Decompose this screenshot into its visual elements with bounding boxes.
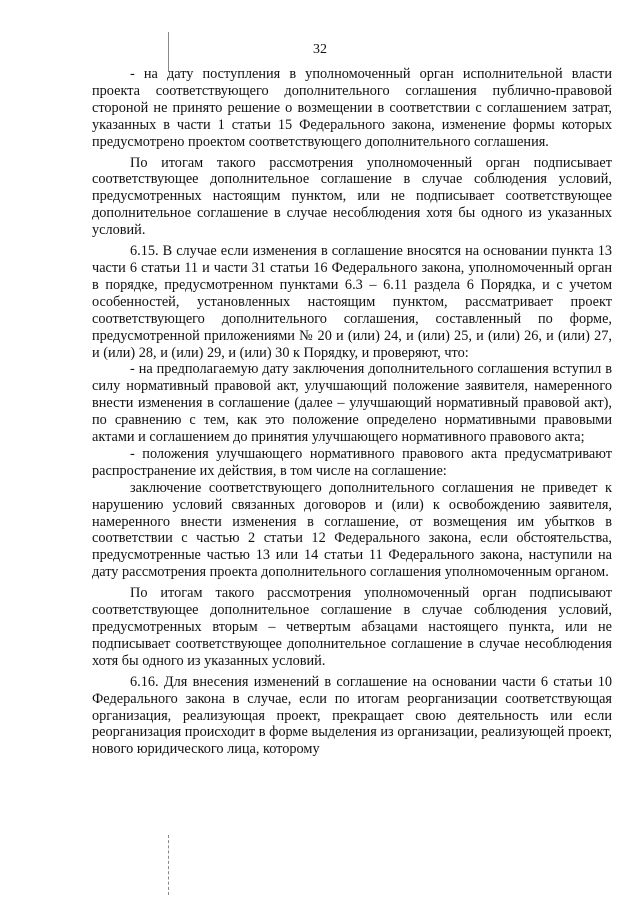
paragraph-clause-6-15: 6.15. В случае если изменения в соглашение вносятся на основании пункта 13 части 6 статьи 11 и части 31 статьи 16 Федерального закона, уполномоченный орган в порядке, предусмотренном пунктами 6.3 – 6.11 раздела 6 Порядка, и с учетом особенностей, установленных настоящим пунктом, рассматривает проект соответствующего дополнительного соглашения, составленный по форме, предусмотренной приложениями № 20 и (или) 24, и (или) 25, и (или) 26, и (или) 27, и (или) 28, и (или) 29, и (или) 30 к Порядку, и проверяют, что: <box>92 243 612 361</box>
paragraph-review-result-2: По итогам такого рассмотрения уполномоченный орган подписывают соответствующее дополнительное соглашение в случае соблюдения условий, предусмотренных вторым – четвертым абзацами настоящего пункта, или не подписывает соответствующее дополнительное соглашение в случае несоблюдения хотя бы одного из указанных условий. <box>92 585 612 669</box>
scan-artifact-line-bottom <box>168 835 169 895</box>
page-number: 32 <box>313 42 327 57</box>
paragraph-clause-6-16: 6.16. Для внесения изменений в соглашение на основании части 6 статьи 10 Федерального закона в случае, если по итогам реорганизации соответствующая организация, реализующая проект, прекращает свою деятельность или если реорганизация происходит в форме выделения из организации, реализующей проект, нового юридического лица, которому <box>92 673 612 758</box>
paragraph-review-result-1: По итогам такого рассмотрения уполномоченный орган подписывает соответствующее дополнительное соглашение в случае соблюдения условий, предусмотренных настоящим пунктом, или не подписывает соответствующее дополнительное соглашение в случае несоблюдения хотя бы одного из указанных условий. <box>92 154 612 239</box>
document-body <box>92 66 612 758</box>
paragraph-act-provisions: - положения улучшающего нормативного правового акта предусматривают распространение их действия, в том числе на соглашение: <box>92 445 612 479</box>
paragraph-agreement-conclusion: заключение соответствующего дополнительного соглашения не приведет к нарушению условий связанных договоров и (или) к освобождению заявителя, намеренного внести изменения в соглашение, от возмещения им убытков в соответствии с частью 2 статьи 12 Федерального закона, если обстоятельства, предусмотренные частью 13 или 14 статьи 11 Федерального закона, наступили на дату рассмотрения проекта дополнительного соглашения уполномоченным органом. <box>92 479 612 581</box>
paragraph-date-condition: - на дату поступления в уполномоченный орган исполнительной власти проекта соответствующего дополнительного соглашения публично-правовой стороной не принято решение о возмещении в соответствии с соглашением затрат, указанных в части 1 статьи 15 Федерального закона, изменение формы которых предусмотрено проектом соответствующего дополнительного соглашения. <box>92 66 612 150</box>
paragraph-improving-act: - на предполагаемую дату заключения дополнительного соглашения вступил в силу нормативный правовой акт, улучшающий положение заявителя, намеренного внести изменения в соглашение (далее – улучшающий нормативный правовой акт), по сравнению с тем, как это положение определено нормативными правовыми актами и соглашением до принятия улучшающего нормативного правового акта; <box>92 361 612 446</box>
